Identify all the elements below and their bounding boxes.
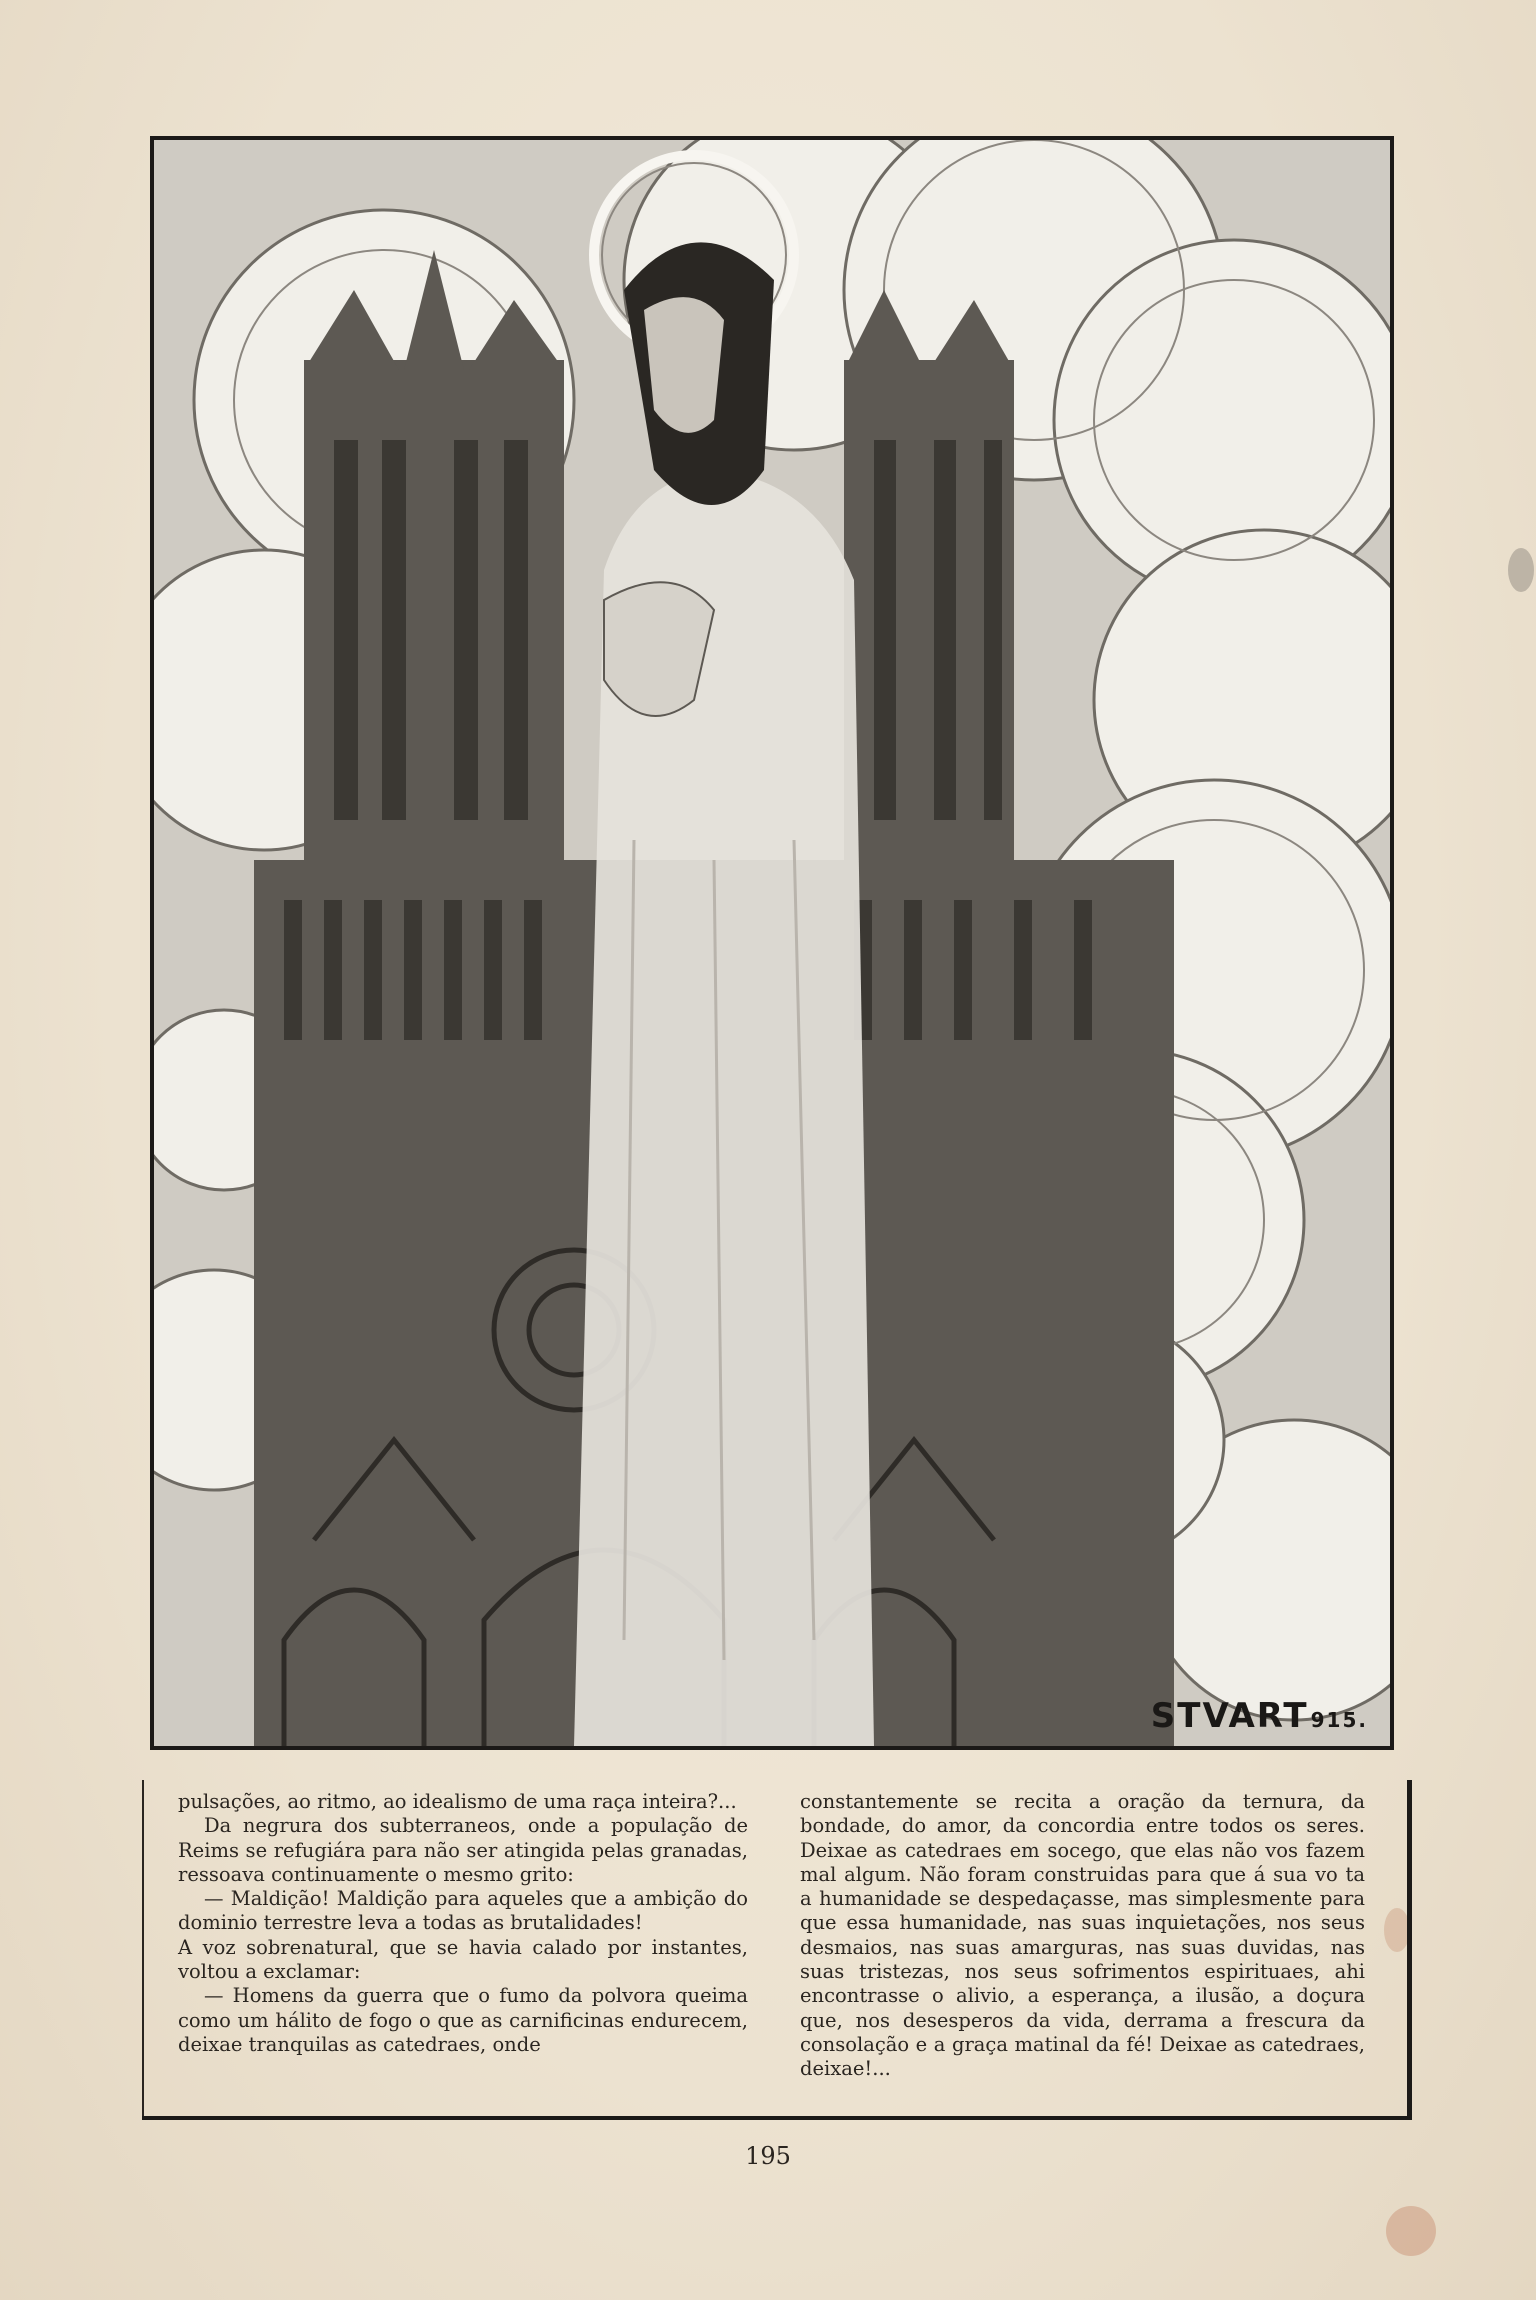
article-left-column bbox=[178, 1790, 748, 2057]
paragraph: — Maldição! Maldição para aqueles que a ambição do dominio terrestre leva a todas as brutalidades! bbox=[178, 1887, 748, 1935]
cathedral-illustration bbox=[150, 136, 1394, 1750]
right-rule bbox=[1407, 1780, 1412, 2120]
paragraph: constantemente se recita a oração da ternura, da bondade, do amor, da concordia entre todos os seres. Deixae as catedraes em socego, que elas não vos fazem mal algum. Não foram construidas para que á sua vo ta a humanidade se despedaçasse, mas simplesmente para que essa humanidade, nas suas inquietações, nos seus desmaios, nas suas amarguras, nas suas duvidas, nas suas tristezas, nos seus sofrimentos espirituaes, ahi encontrasse o alivio, a esperança, a ilusão, a doçura que, nos desesperos da vida, derrama a frescura da consolação e a graça matinal da fé! Deixae as catedraes, deixae!... bbox=[800, 1790, 1365, 2081]
artist-signature: STVART 915. bbox=[1150, 1696, 1368, 1736]
article-text-box bbox=[142, 1780, 1412, 2120]
stain-mark bbox=[1508, 548, 1534, 592]
paragraph: Da negrura dos subterraneos, onde a população de Reims se refugiára para não ser atingida pelas granadas, ressoava continuamente o mesmo grito: bbox=[178, 1814, 748, 1886]
paragraph: A voz sobrenatural, que se havia calado por instantes, voltou a exclamar: bbox=[178, 1935, 748, 1984]
signature-year: 915. bbox=[1310, 1708, 1368, 1732]
article-right-column bbox=[800, 1790, 1365, 2082]
left-rule bbox=[142, 1780, 144, 2120]
bottom-rule bbox=[142, 2116, 1412, 2120]
stain-mark bbox=[1386, 2206, 1436, 2256]
illustration-drawing bbox=[154, 140, 1390, 1746]
paragraph: — Homens da guerra que o fumo da polvora queima como um hálito de fogo o que as carnificinas endurecem, deixae tranquilas as catedraes, onde bbox=[178, 1984, 748, 2056]
page-number: 195 bbox=[745, 2142, 791, 2170]
paragraph: pulsações, ao ritmo, ao idealismo de uma raça inteira?... bbox=[178, 1790, 737, 1813]
